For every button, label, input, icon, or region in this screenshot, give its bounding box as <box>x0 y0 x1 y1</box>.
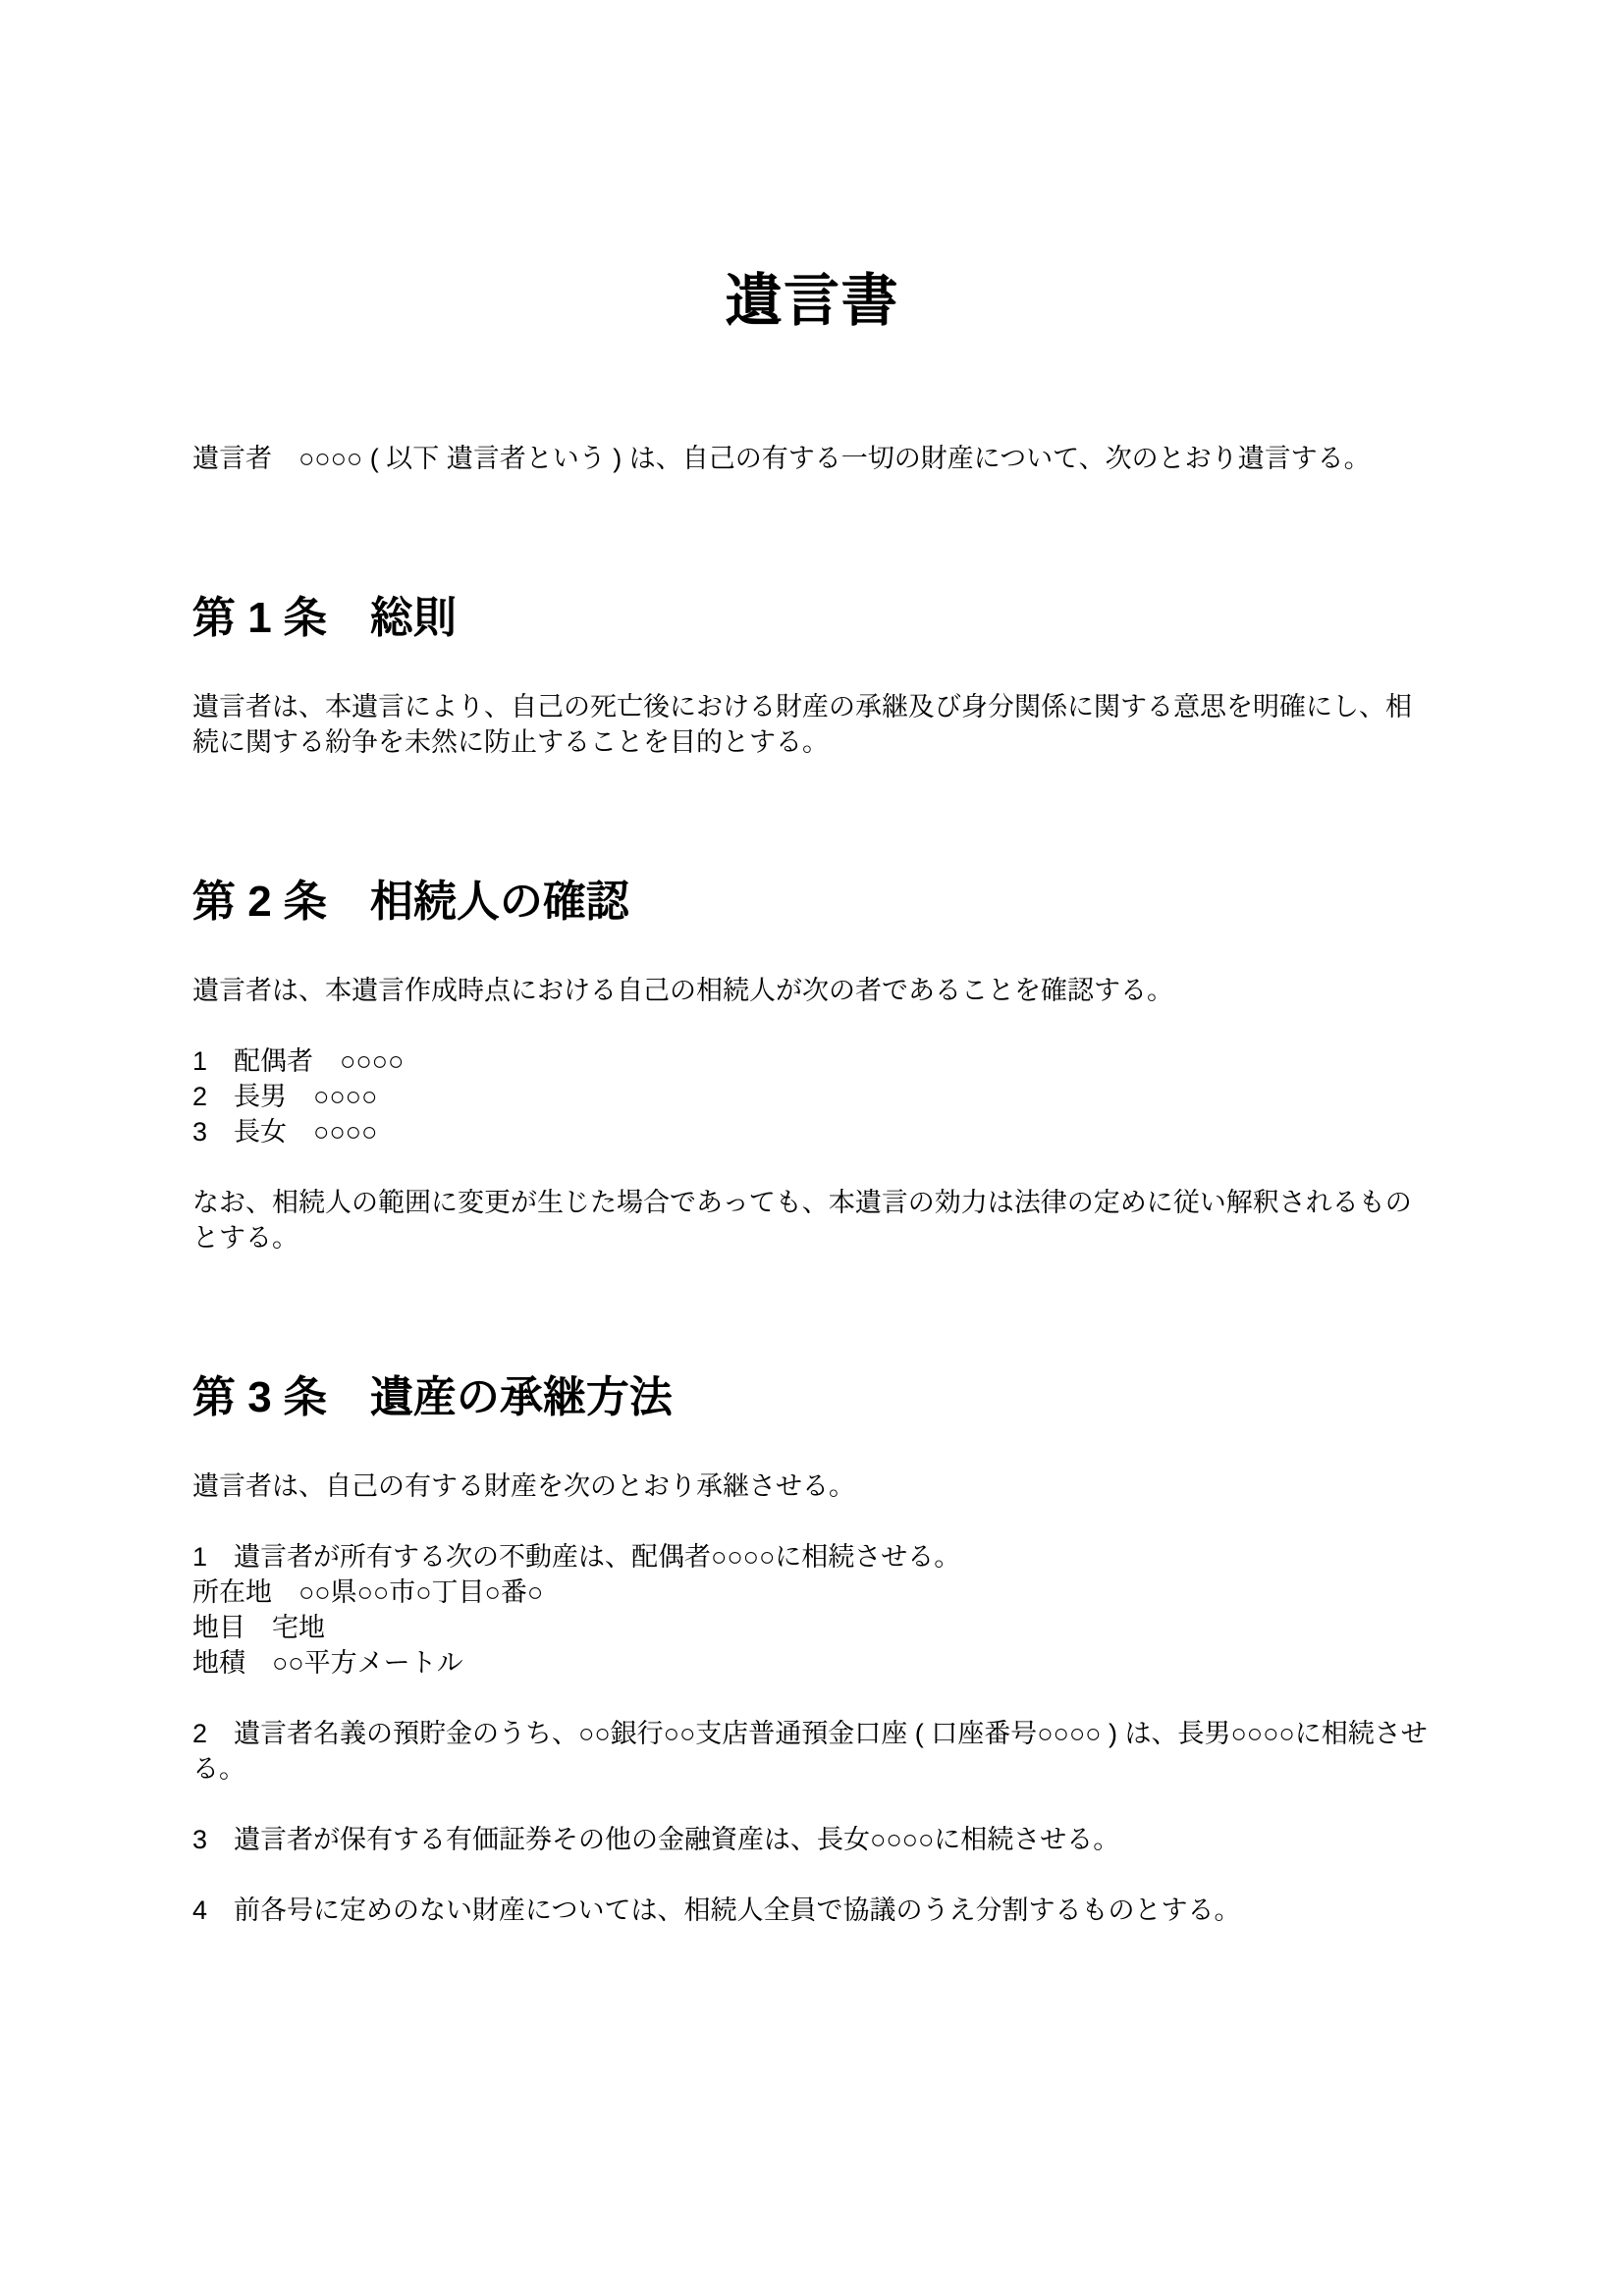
heir-item-eldest-daughter: 3 長女 ○○○○ <box>192 1117 378 1147</box>
heir-item-spouse: 1 配偶者 ○○○○ <box>192 1046 405 1076</box>
article-1-section <box>192 592 1432 760</box>
article-3-body: 遺言者は、自己の有する財産を次のとおり承継させる。 <box>192 1471 855 1501</box>
article-3-item-3: 3 遺言者が保有する有価証券その他の金融資産は、長女○○○○に相続させる。 <box>192 1825 1120 1854</box>
item-1-land-area: 地積 ○○平方メートル <box>192 1648 463 1678</box>
article-3-item-2: 2 遺言者名義の預貯金のうち、○○銀行○○支店普通預金口座 ( 口座番号○○○○ ) は、長男○○○○に相続させる。 <box>192 1719 1428 1784</box>
article-3-heading: 第 3 条 遺産の承継方法 <box>192 1373 673 1421</box>
item-1-land-category: 地目 宅地 <box>192 1613 325 1642</box>
article-2-note: なお、相続人の範囲に変更が生じた場合であっても、本遺言の効力は法律の定めに従い解釈されるものとする。 <box>192 1188 1412 1253</box>
item-1-text: 1 遺言者が所有する次の不動産は、配偶者○○○○に相続させる。 <box>192 1542 961 1572</box>
article-1-heading: 第 1 条 総則 <box>192 594 457 642</box>
article-2-heading: 第 2 条 相続人の確認 <box>192 878 629 926</box>
article-2-section <box>192 876 1432 1255</box>
article-3-item-1 <box>192 1539 1432 1681</box>
heir-list <box>192 1043 1432 1149</box>
article-3-section <box>192 1371 1432 1928</box>
item-1-location: 所在地 ○○県○○市○丁目○番○ <box>192 1577 544 1607</box>
article-1-body: 遺言者は、本遺言により、自己の死亡後における財産の承継及び身分関係に関する意思を明確にし、相続に関する紛争を未然に防止することを目的とする。 <box>192 692 1412 757</box>
heir-item-eldest-son: 2 長男 ○○○○ <box>192 1082 378 1111</box>
article-3-item-4: 4 前各号に定めのない財産については、相続人全員で協議のうえ分割するものとする。 <box>192 1896 1241 1925</box>
document-title: 遺言書 <box>725 269 899 333</box>
intro-paragraph: 遺言者 ○○○○ ( 以下 遺言者という ) は、自己の有する一切の財産について、次のとおり遺言する。 <box>192 444 1371 473</box>
article-2-body: 遺言者は、本遺言作成時点における自己の相続人が次の者であることを確認する。 <box>192 976 1173 1005</box>
